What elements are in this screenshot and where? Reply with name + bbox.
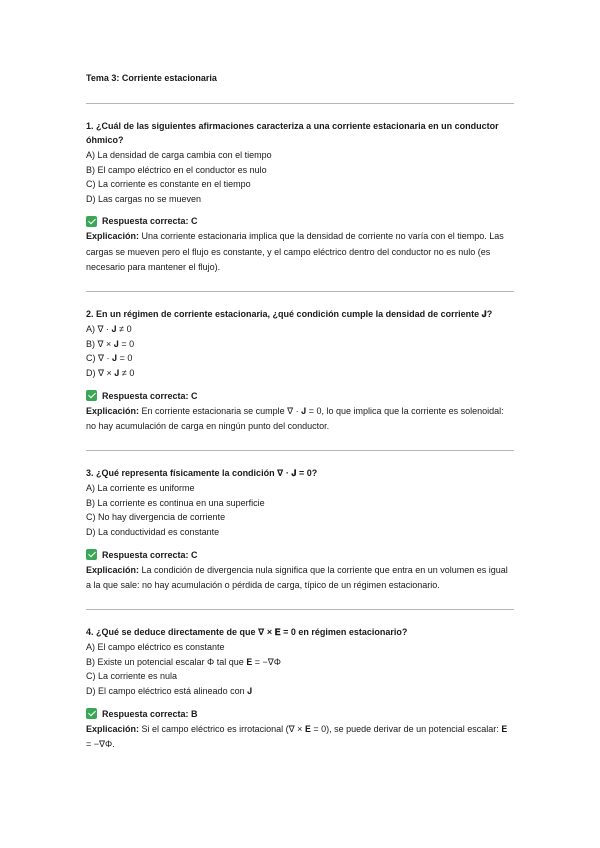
correct-answer-text: Respuesta correcta: C [102, 549, 198, 560]
question-block-1 [86, 104, 514, 275]
option-d: D) ∇ × 𝐉 ≠ 0 [86, 368, 135, 379]
correct-answer-text: Respuesta correcta: B [102, 708, 198, 719]
explanation-text: La condición de divergencia nula significa que la corriente que entra en un volumen es igual a la que sale: no hay acumulación o pérdida de carga, típico de un régimen estacionario. [86, 564, 508, 590]
options-list [86, 481, 514, 539]
option-d: D) El campo eléctrico está alineado con 𝐉 [86, 685, 253, 696]
question-text: 4. ¿Qué se deduce directamente de que ∇ × 𝐄 = 0 en régimen estacionario? [86, 627, 408, 638]
option-a: A) La corriente es uniforme [86, 483, 195, 494]
document-content [86, 72, 514, 752]
options-list [86, 322, 514, 380]
correct-answer [86, 548, 514, 562]
option-d: D) Las cargas no se mueven [86, 193, 202, 204]
option-a: A) El campo eléctrico es constante [86, 642, 225, 653]
option-c: C) No hay divergencia de corriente [86, 512, 226, 523]
option-a: A) ∇ · 𝐉 ≠ 0 [86, 324, 132, 335]
correct-answer [86, 707, 514, 721]
correct-answer [86, 389, 514, 403]
page-title: Tema 3: Corriente estacionaria [86, 73, 217, 83]
explanation-label: Explicación: [86, 231, 140, 242]
explanation-label: Explicación: [86, 723, 140, 734]
explanation [86, 722, 514, 753]
explanation-label: Explicación: [86, 564, 140, 575]
option-b: B) Existe un potencial escalar Φ tal que 𝐄 = −∇Φ [86, 656, 281, 667]
explanation [86, 229, 514, 275]
option-b: B) ∇ × 𝐉 = 0 [86, 338, 135, 349]
explanation-text: Una corriente estacionaria implica que la densidad de corriente no varía con el tiempo. Las cargas se mueven pero el flujo es constante, y el campo eléctrico dentro del conductor no es nulo (es necesario para mantener el flujo). [86, 231, 504, 272]
option-b: B) El campo eléctrico en el conductor es nulo [86, 164, 267, 175]
explanation-label: Explicación: [86, 405, 140, 416]
check-mark-icon [86, 549, 97, 560]
question-block-4 [86, 610, 514, 752]
explanation [86, 563, 514, 594]
options-list [86, 640, 514, 698]
option-c: C) La corriente es nula [86, 671, 178, 682]
option-a: A) La densidad de carga cambia con el tiempo [86, 150, 272, 160]
correct-answer [86, 214, 514, 228]
correct-answer-text: Respuesta correcta: C [102, 216, 198, 227]
question-text: 1. ¿Cuál de las siguientes afirmaciones caracteriza a una corriente estacionaria en un conductor óhmico? [86, 121, 499, 145]
explanation-text: Si el campo eléctrico es irrotacional (∇ × 𝐄 = 0), se puede derivar de un potencial escalar: 𝐄 = −∇Φ. [86, 723, 508, 749]
options-list [86, 148, 514, 206]
option-c: C) La corriente es constante en el tiempo [86, 179, 251, 190]
option-d: D) La conductividad es constante [86, 527, 220, 538]
question-block-3 [86, 451, 514, 593]
question-block-2 [86, 292, 514, 434]
check-mark-icon [86, 390, 97, 401]
question-text: 3. ¿Qué representa físicamente la condición ∇ · 𝐉 = 0? [86, 468, 318, 479]
correct-answer-text: Respuesta correcta: C [102, 390, 198, 401]
option-b: B) La corriente es continua en una superficie [86, 497, 265, 508]
explanation [86, 404, 514, 435]
question-text: 2. En un régimen de corriente estacionaria, ¿qué condición cumple la densidad de corriente 𝐉? [86, 309, 493, 320]
explanation-text: En corriente estacionaria se cumple ∇ · 𝐉 = 0, lo que implica que la corriente es solenoidal: no hay acumulación de carga en ningún punto del conductor. [86, 405, 504, 431]
check-mark-icon [86, 708, 97, 719]
option-c: C) ∇ · 𝐉 = 0 [86, 353, 133, 364]
check-mark-icon [86, 216, 97, 227]
